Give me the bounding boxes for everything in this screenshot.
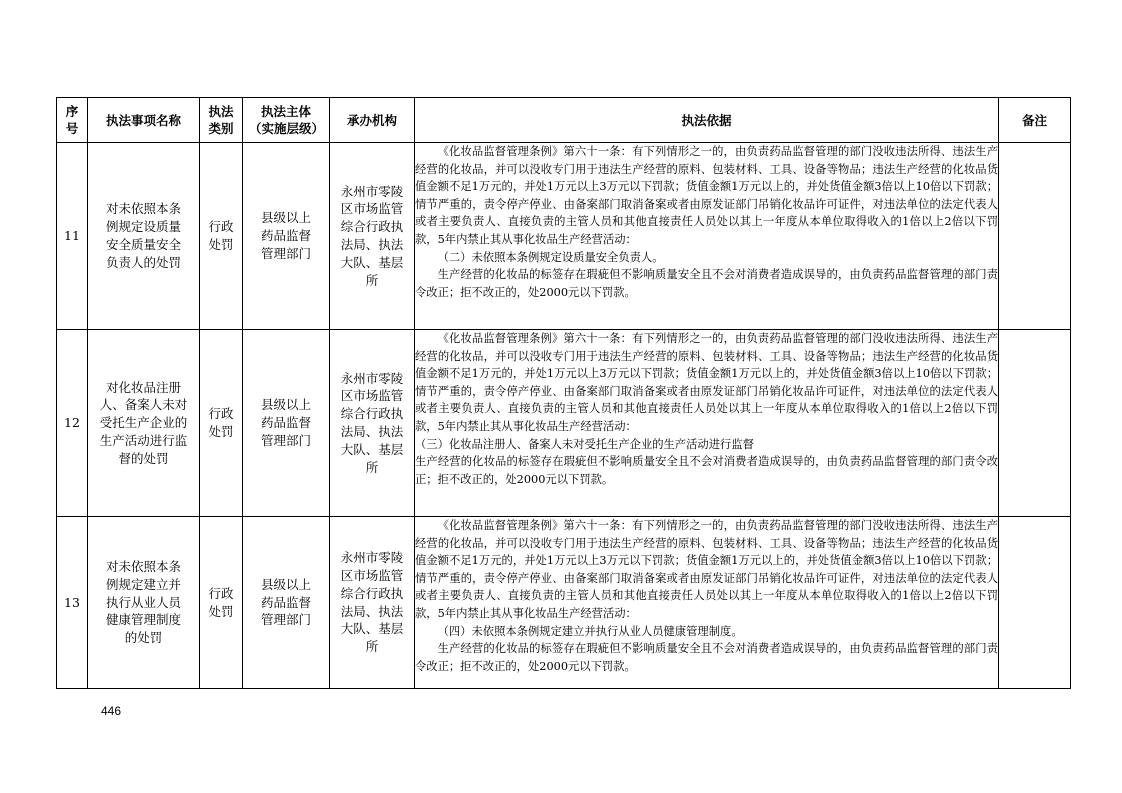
- table-row: [57, 517, 1071, 689]
- row-item-name: 对未依照本条例规定设质量安全质量安全负责人的处罚: [88, 143, 200, 330]
- row-item-name: 对未依照本条例规定建立并执行从业人员健康管理制度的处罚: [88, 517, 200, 689]
- header-subject: 执法主体（实施层级）: [243, 98, 330, 143]
- row-seq: 11: [57, 143, 88, 330]
- header-basis: 执法依据: [415, 98, 999, 143]
- basis-penalty: 生产经营的化妆品的标签存在瑕疵但不影响质量安全且不会对消费者造成误导的，由负责药品监督管理的部门责令改正；拒不改正的，处2000元以下罚款。: [415, 455, 998, 486]
- enforcement-table: [56, 97, 1071, 689]
- table-row: [57, 330, 1071, 517]
- page-number: 446: [101, 704, 122, 718]
- header-name: 执法事项名称: [88, 98, 200, 143]
- row-category: 行政处罚: [200, 517, 243, 689]
- basis-clause: （四）未依照本条例规定建立并执行从业人员健康管理制度。: [437, 624, 743, 638]
- table-row: [57, 143, 1071, 330]
- basis-clause: （三）化妆品注册人、备案人未对受托生产企业的生产活动进行监督: [415, 437, 754, 451]
- header-category: 执法类别: [200, 98, 243, 143]
- header-agency: 承办机构: [330, 98, 415, 143]
- row-category: 行政处罚: [200, 143, 243, 330]
- row-remarks: [999, 517, 1071, 689]
- row-agency: 永州市零陵区市场监管综合行政执法局、执法大队、基层所: [330, 517, 415, 689]
- row-item-name: 对化妆品注册人、备案人未对受托生产企业的生产活动进行监督的处罚: [88, 330, 200, 517]
- basis-article: 《化妆品监督管理条例》第六十一条：有下列情形之一的，由负责药品监督管理的部门没收违法所得、违法生产经营的化妆品，并可以没收专门用于违法生产经营的原料、包装材料、工具、设备等物品；违法生产经营的化妆品货值金额不足1万元的，并处1万元以上3万元以下罚款；货值金额1万元以上的，并处货值金额3倍以上10倍以下罚款；情节严重的，责令停产停业、由备案部门取消备案或者由原发证部门吊销化妆品许可证件，对违法单位的法定代表人或者主要负责人、直接负责的主管人员和其他直接责任人员处以其上一年度从本单位取得收入的1倍以上2倍以下罚款，5年内禁止其从事化妆品生产经营活动：: [415, 145, 998, 246]
- basis-penalty: 生产经营的化妆品的标签存在瑕疵但不影响质量安全且不会对消费者造成误导的，由负责药品监督管理的部门责令改正；拒不改正的，处2000元以下罚款。: [415, 642, 998, 673]
- row-basis: [415, 143, 999, 330]
- row-remarks: [999, 330, 1071, 517]
- row-seq: 13: [57, 517, 88, 689]
- header-seq: 序号: [57, 98, 88, 143]
- basis-penalty: 生产经营的化妆品的标签存在瑕疵但不影响质量安全且不会对消费者造成误导的，由负责药品监督管理的部门责令改正；拒不改正的，处2000元以下罚款。: [415, 268, 998, 299]
- basis-article: 《化妆品监督管理条例》第六十一条：有下列情形之一的，由负责药品监督管理的部门没收违法所得、违法生产经营的化妆品，并可以没收专门用于违法生产经营的原料、包装材料、工具、设备等物品；违法生产经营的化妆品货值金额不足1万元的，并处1万元以上3万元以下罚款；货值金额1万元以上的，并处货值金额3倍以上10倍以下罚款；情节严重的，责令停产停业、由备案部门取消备案或者由原发证部门吊销化妆品许可证件，对违法单位的法定代表人或者主要负责人、直接负责的主管人员和其他直接责任人员处以其上一年度从本单位取得收入的1倍以上2倍以下罚款，5年内禁止其从事化妆品生产经营活动：: [415, 519, 998, 620]
- row-agency: 永州市零陵区市场监管综合行政执法局、执法大队、基层所: [330, 330, 415, 517]
- row-agency: 永州市零陵区市场监管综合行政执法局、执法大队、基层所: [330, 143, 415, 330]
- row-category: 行政处罚: [200, 330, 243, 517]
- header-remarks: 备注: [999, 98, 1071, 143]
- row-remarks: [999, 143, 1071, 330]
- basis-clause: （二）未依照本条例规定设质量安全负责人。: [437, 250, 664, 264]
- row-subject: 县级以上药品监督管理部门: [243, 143, 330, 330]
- row-basis: [415, 517, 999, 689]
- row-seq: 12: [57, 330, 88, 517]
- row-subject: 县级以上药品监督管理部门: [243, 330, 330, 517]
- row-subject: 县级以上药品监督管理部门: [243, 517, 330, 689]
- basis-article: 《化妆品监督管理条例》第六十一条：有下列情形之一的，由负责药品监督管理的部门没收违法所得、违法生产经营的化妆品，并可以没收专门用于违法生产经营的原料、包装材料、工具、设备等物品；违法生产经营的化妆品货值金额不足1万元的，并处1万元以上3万元以下罚款；货值金额1万元以上的，并处货值金额3倍以上10倍以下罚款；情节严重的，责令停产停业、由备案部门取消备案或者由原发证部门吊销化妆品许可证件，对违法单位的法定代表人或者主要负责人、直接负责的主管人员和其他直接责任人员处以其上一年度从本单位取得收入的1倍以上2倍以下罚款，5年内禁止其从事化妆品生产经营活动：: [415, 332, 998, 433]
- row-basis: [415, 330, 999, 517]
- table-header-row: [57, 98, 1071, 143]
